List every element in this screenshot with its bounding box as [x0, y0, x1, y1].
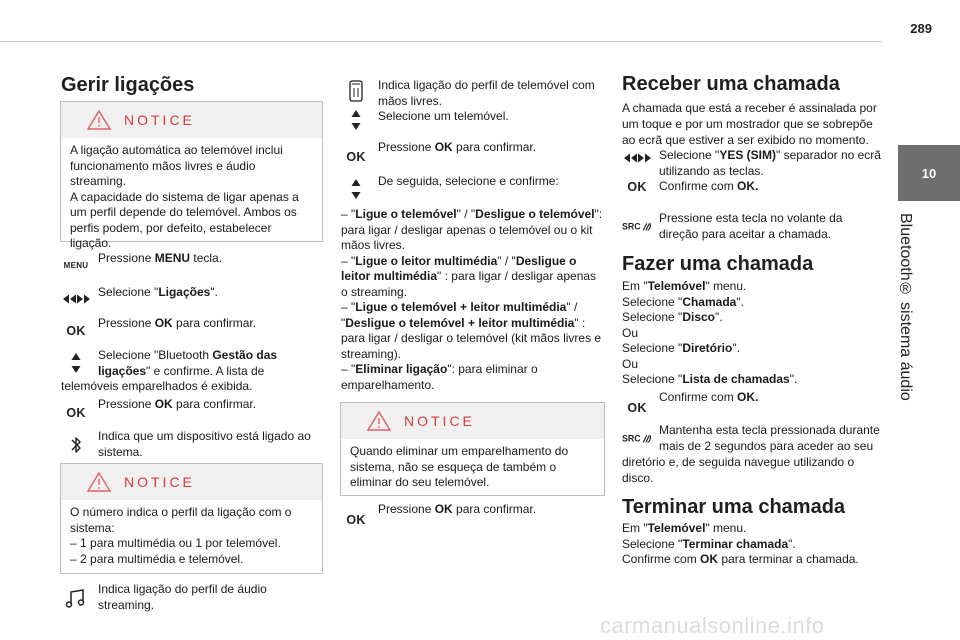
- notice-box-profile-number: [60, 463, 323, 574]
- step-select-connections: Selecione "Ligações".: [61, 285, 321, 309]
- notice-label: NOTICE: [124, 474, 195, 490]
- step-bluetooth-manage: Selecione "Bluetooth Gestão das ligações" e confirme. A lista de telemóveis emparelhados é exibida.: [61, 348, 323, 396]
- step-bluetooth-manage-cont: telemóveis emparelhados é exibida.: [61, 379, 253, 393]
- up-down-arrows-icon: [350, 177, 362, 201]
- step-press-ok-1: OK Pressione OK para confirmar.: [66, 316, 257, 338]
- music-note-icon: [65, 587, 87, 609]
- section-title-manage-connections: Gerir ligações: [61, 74, 195, 96]
- step-press-ok-col2-final: OK Pressione OK para confirmar.: [346, 502, 537, 527]
- warning-triangle-icon: [86, 471, 112, 493]
- warning-triangle-icon: [86, 109, 112, 131]
- notice-box-auto-connect: [60, 101, 323, 250]
- step-bluetooth-connected: Indica que um dispositivo está ligado ao sistema.: [61, 429, 323, 463]
- option-delete: – "Eliminar ligação": para eliminar o emparelhamento.: [341, 362, 538, 392]
- make-call-steps: Em "Telemóvel" menu. Selecione "Chamada". Selecione "Disco". Ou Selecione "Diretório". Ou Selecione "Lista de chamadas".: [622, 279, 798, 386]
- option-media: – "Ligue o leitor multimédia" / "Desligue o leitor multimédia" : para ligar / desligar apenas o streaming.: [341, 253, 597, 299]
- phone-keypad-icon: [349, 80, 363, 102]
- option-phone: – "Ligue o telemóvel" / "Desligue o telemóvel": para ligar / desligar apenas o telemóvel ou o kit mãos livres.: [341, 207, 603, 252]
- ok-key-icon: OK: [346, 150, 366, 164]
- bluetooth-icon: [70, 433, 82, 457]
- step-press-ok-2: OK Pressione OK para confirmar.: [66, 397, 257, 420]
- ok-key-icon: OK: [627, 401, 647, 415]
- ok-key-icon: OK: [66, 406, 86, 420]
- ok-key-icon: OK: [346, 513, 366, 527]
- notice-label: NOTICE: [404, 413, 475, 429]
- left-right-arrows-icon: [61, 293, 91, 305]
- ok-key-icon: OK: [627, 180, 647, 194]
- chapter-side-title: Bluetooth® sistema áudio: [897, 213, 914, 401]
- ok-key-icon: OK: [66, 324, 86, 338]
- left-right-arrows-icon: [622, 152, 652, 164]
- step-hold-directory: SRC Mantenha esta tecla pressionada durante mais de 2 segundos para aceder ao seu diretório e, de seguida navegue utilizando o disco.: [622, 423, 880, 485]
- top-divider: [0, 41, 882, 42]
- menu-key-icon: MENU: [63, 260, 89, 270]
- step-select-confirm: De seguida, selecione e confirme:: [341, 174, 603, 200]
- option-phone-media: – "Ligue o telemóvel + leitor multimédia" / "Desligue o telemóvel + leitor multimédia" : para ligar / desligar o telemóvel (kit mãos livres e streaming).: [341, 300, 602, 361]
- notice-text: Quando eliminar um emparelhamento do sistema, não se esqueça de também o eliminar do seu telemóvel.: [350, 444, 569, 489]
- notice-text: A ligação automática ao telemóvel inclui funcionamento mãos livres e áudio streaming. A capacidade do sistema de ligar apenas a um perfil depende do telemóvel. Ambos os perfis podem, por defeito, estabelecer ligação.: [70, 143, 299, 250]
- notice-text: O número indica o perfil da ligação com o sistema: – 1 para multimédia ou 1 por telemóvel. – 2 para multimédia e telemóvel.: [70, 505, 292, 566]
- step-audio-profile: Indica ligação do perfil de áudio streaming.: [61, 582, 323, 616]
- watermark: carmanualsonline.info: [600, 613, 825, 638]
- step-wheel-accept: SRC Pressione esta tecla no volante da direção para aceitar a chamada.: [622, 211, 843, 241]
- step-phone-profile: Indica ligação do perfil de telemóvel com mãos livres. Selecione um telemóvel.: [341, 78, 603, 128]
- section-title-end-call: Terminar uma chamada: [622, 496, 846, 518]
- notice-label: NOTICE: [124, 112, 195, 128]
- svg-text:SRC: SRC: [622, 433, 641, 444]
- section-title-make-call: Fazer uma chamada: [622, 253, 814, 275]
- chapter-tab[interactable]: 10: [898, 145, 960, 201]
- up-down-arrows-icon: [70, 351, 82, 375]
- warning-triangle-icon: [366, 410, 392, 432]
- connection-options-list: [341, 207, 603, 393]
- section-title-receive-call: Receber uma chamada: [622, 73, 840, 95]
- step-select-yes: OK Selecione "YES (SIM)" separador no ecrã utilizando as teclas. Confirme com OK.: [622, 148, 884, 194]
- notice-box-delete-pairing: [340, 402, 605, 496]
- src-steering-key-icon: [622, 430, 652, 446]
- step-make-confirm: OK Confirme com OK.: [627, 390, 759, 415]
- up-down-arrows-icon: [350, 108, 362, 132]
- step-press-ok-col2: OK Pressione OK para confirmar.: [346, 140, 537, 164]
- svg-text:SRC: SRC: [622, 221, 641, 232]
- page-number: 289: [910, 21, 932, 36]
- step-press-menu: MENU Pressione MENU tecla.: [63, 251, 223, 270]
- receive-call-text: A chamada que está a receber é assinalada por um toque e por um mostrador que se sobrepõe ao ecrã que estiver a ser exibido no momento.: [622, 101, 877, 147]
- end-call-steps: Em "Telemóvel" menu. Selecione "Terminar chamada". Confirme com OK para terminar a chamada.: [622, 521, 859, 566]
- src-steering-key-icon: [622, 218, 652, 234]
